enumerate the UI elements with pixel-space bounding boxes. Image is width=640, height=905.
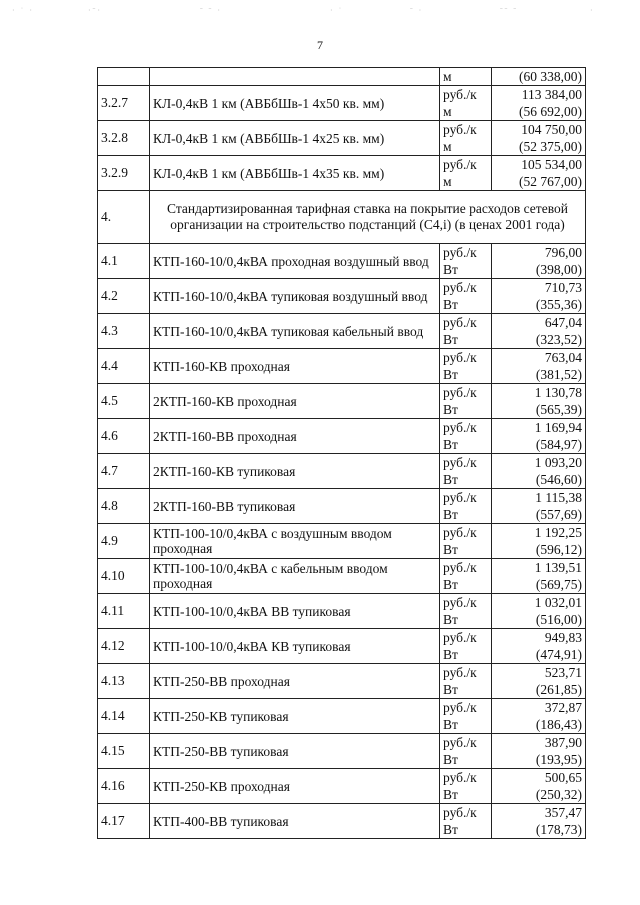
unit-line: руб./к <box>443 315 477 330</box>
unit-line: м <box>443 174 452 189</box>
unit-line: Вт <box>443 437 458 452</box>
value-cell <box>492 734 586 769</box>
unit-line: руб./к <box>443 245 477 260</box>
value-current: 949,83 <box>544 630 582 645</box>
table-row <box>98 156 586 191</box>
item-number: 4.11 <box>98 594 150 629</box>
item-name: КТП-250-КВ тупиковая <box>150 699 440 734</box>
value-2001: (52 375,00) <box>519 139 582 154</box>
unit-cell <box>440 664 492 699</box>
unit-cell <box>440 454 492 489</box>
item-number: 4.8 <box>98 489 150 524</box>
value-2001: (323,52) <box>535 332 582 347</box>
unit-line: Вт <box>443 542 458 557</box>
unit-line: руб./к <box>443 595 477 610</box>
unit-line: Вт <box>443 507 458 522</box>
item-number: 4.2 <box>98 279 150 314</box>
value-2001: (250,32) <box>535 787 582 802</box>
tariff-table-body <box>98 68 586 839</box>
table-row <box>98 664 586 699</box>
item-name: КТП-100-10/0,4кВА ВВ тупиковая <box>150 594 440 629</box>
value-2001: (546,60) <box>535 472 582 487</box>
item-number: 4.1 <box>98 244 150 279</box>
value-current: 105 534,00 <box>521 157 582 172</box>
value-cell <box>492 68 586 86</box>
value-current: 1 169,94 <box>534 420 582 435</box>
unit-cell <box>440 314 492 349</box>
table-row <box>98 629 586 664</box>
unit-line: руб./к <box>443 770 477 785</box>
unit-cell <box>440 734 492 769</box>
unit-cell <box>440 86 492 121</box>
unit-line: руб./к <box>443 420 477 435</box>
unit-line: Вт <box>443 612 458 627</box>
value-cell <box>492 244 586 279</box>
value-cell <box>492 559 586 594</box>
value-current: 500,65 <box>544 770 582 785</box>
unit-line: Вт <box>443 402 458 417</box>
item-number: 4.12 <box>98 629 150 664</box>
item-number <box>98 68 150 86</box>
unit-line: руб./к <box>443 665 477 680</box>
value-cell <box>492 454 586 489</box>
value-current: 1 139,51 <box>534 560 582 575</box>
unit-line: руб./к <box>443 350 477 365</box>
unit-line: руб./к <box>443 157 477 172</box>
unit-cell <box>440 524 492 559</box>
value-current: 372,87 <box>544 700 582 715</box>
item-number: 4.14 <box>98 699 150 734</box>
table-row <box>98 559 586 594</box>
table-row <box>98 384 586 419</box>
item-number: 4.10 <box>98 559 150 594</box>
unit-line: руб./к <box>443 455 477 470</box>
unit-cell <box>440 559 492 594</box>
tariff-table <box>97 67 586 839</box>
item-name: КТП-160-10/0,4кВА тупиковая воздушный ввод <box>150 279 440 314</box>
table-row <box>98 524 586 559</box>
unit-cell <box>440 156 492 191</box>
unit-line: м <box>443 104 452 119</box>
item-name: КТП-400-ВВ тупиковая <box>150 804 440 839</box>
unit-cell <box>440 489 492 524</box>
unit-line: Вт <box>443 297 458 312</box>
value-2001: (596,12) <box>535 542 582 557</box>
value-cell <box>492 86 586 121</box>
item-number: 4.5 <box>98 384 150 419</box>
unit-line: руб./к <box>443 122 477 137</box>
unit-cell <box>440 68 492 86</box>
value-current: 1 115,38 <box>535 490 582 505</box>
unit-line: Вт <box>443 682 458 697</box>
value-cell <box>492 524 586 559</box>
item-name: КЛ-0,4кВ 1 км (АВБбШв-1 4х50 кв. мм) <box>150 86 440 121</box>
value-current: 796,00 <box>544 245 582 260</box>
value-current: 1 192,25 <box>534 525 582 540</box>
value-cell <box>492 384 586 419</box>
item-name <box>150 68 440 86</box>
value-current: 647,04 <box>544 315 582 330</box>
unit-line: Вт <box>443 262 458 277</box>
unit-cell <box>440 384 492 419</box>
item-number: 4.9 <box>98 524 150 559</box>
unit-line: руб./к <box>443 525 477 540</box>
table-row <box>98 769 586 804</box>
item-name: 2КТП-160-КВ проходная <box>150 384 440 419</box>
item-name: КЛ-0,4кВ 1 км (АВБбШв-1 4х25 кв. мм) <box>150 121 440 156</box>
unit-cell <box>440 279 492 314</box>
item-number: 4.7 <box>98 454 150 489</box>
value-cell <box>492 769 586 804</box>
continuation-row <box>98 68 586 86</box>
item-name: КТП-250-ВВ тупиковая <box>150 734 440 769</box>
item-number: 3.2.8 <box>98 121 150 156</box>
value-2001: (565,39) <box>535 402 582 417</box>
value-current: 1 032,01 <box>534 595 582 610</box>
value-2001: (186,43) <box>535 717 582 732</box>
unit-line: руб./к <box>443 560 477 575</box>
unit-line: м <box>443 69 452 84</box>
item-number: 4.17 <box>98 804 150 839</box>
item-name: КТП-250-КВ проходная <box>150 769 440 804</box>
item-name: 2КТП-160-ВВ проходная <box>150 419 440 454</box>
unit-line: руб./к <box>443 280 477 295</box>
value-current: 710,73 <box>544 280 582 295</box>
value-cell <box>492 594 586 629</box>
unit-line: Вт <box>443 332 458 347</box>
item-name: КТП-250-ВВ проходная <box>150 664 440 699</box>
item-number: 4.3 <box>98 314 150 349</box>
value-current: 104 750,00 <box>521 122 582 137</box>
unit-cell <box>440 769 492 804</box>
value-cell <box>492 156 586 191</box>
page-number: 7 <box>317 38 323 52</box>
value-2001: (178,73) <box>535 822 582 837</box>
item-number: 4.13 <box>98 664 150 699</box>
item-number: 3.2.9 <box>98 156 150 191</box>
table-row <box>98 454 586 489</box>
value-cell <box>492 419 586 454</box>
unit-cell <box>440 804 492 839</box>
table-row <box>98 86 586 121</box>
value-cell <box>492 699 586 734</box>
value-current: 357,47 <box>544 805 582 820</box>
table-row <box>98 699 586 734</box>
unit-line: Вт <box>443 647 458 662</box>
unit-line: Вт <box>443 717 458 732</box>
unit-cell <box>440 594 492 629</box>
unit-line: руб./к <box>443 87 477 102</box>
unit-line: руб./к <box>443 385 477 400</box>
item-number: 4.15 <box>98 734 150 769</box>
unit-cell <box>440 699 492 734</box>
unit-line: руб./к <box>443 700 477 715</box>
item-name: КТП-100-10/0,4кВА с воздушным вводом проходная <box>150 524 440 559</box>
value-2001: (193,95) <box>535 752 582 767</box>
value-current: 763,04 <box>544 350 582 365</box>
value-cell <box>492 349 586 384</box>
value-2001: (474,91) <box>535 647 582 662</box>
unit-line: руб./к <box>443 490 477 505</box>
unit-line: Вт <box>443 752 458 767</box>
value-current: 113 384,00 <box>521 87 582 102</box>
value-current: 387,90 <box>544 735 582 750</box>
unit-cell <box>440 121 492 156</box>
item-name: КЛ-0,4кВ 1 км (АВБбШв-1 4х35 кв. мм) <box>150 156 440 191</box>
item-name: КТП-100-10/0,4кВА КВ тупиковая <box>150 629 440 664</box>
table-row <box>98 489 586 524</box>
value-2001: (355,36) <box>535 297 582 312</box>
section-number: 4. <box>98 191 150 244</box>
item-name: 2КТП-160-ВВ тупиковая <box>150 489 440 524</box>
section-title: Стандартизированная тарифная ставка на покрытие расходов сетевой организации на строительство подстанций (С4,i) (в ценах 2001 года) <box>150 191 586 244</box>
unit-line: руб./к <box>443 805 477 820</box>
unit-cell <box>440 349 492 384</box>
item-number: 4.4 <box>98 349 150 384</box>
value-2001: (557,69) <box>535 507 582 522</box>
scan-artifacts: · ˙ · ·ˉ· ˉ ˉ · · ˙ ˉ · ˉˉ ˉ · <box>12 6 595 15</box>
unit-cell <box>440 244 492 279</box>
unit-line: Вт <box>443 822 458 837</box>
item-name: КТП-160-КВ проходная <box>150 349 440 384</box>
item-name: КТП-160-10/0,4кВА проходная воздушный ввод <box>150 244 440 279</box>
item-number: 3.2.7 <box>98 86 150 121</box>
value-cell <box>492 314 586 349</box>
table-row <box>98 244 586 279</box>
unit-line: Вт <box>443 577 458 592</box>
value-2001: (398,00) <box>535 262 582 277</box>
item-number: 4.6 <box>98 419 150 454</box>
unit-cell <box>440 419 492 454</box>
table-row <box>98 121 586 156</box>
unit-cell <box>440 629 492 664</box>
item-name: КТП-100-10/0,4кВА с кабельным вводом проходная <box>150 559 440 594</box>
value-2001: (60 338,00) <box>519 69 582 84</box>
unit-line: Вт <box>443 472 458 487</box>
table-row <box>98 314 586 349</box>
value-cell <box>492 804 586 839</box>
value-cell <box>492 279 586 314</box>
value-2001: (52 767,00) <box>519 174 582 189</box>
unit-line: руб./к <box>443 630 477 645</box>
item-number: 4.16 <box>98 769 150 804</box>
value-2001: (584,97) <box>535 437 582 452</box>
value-2001: (56 692,00) <box>519 104 582 119</box>
value-2001: (569,75) <box>535 577 582 592</box>
table-row <box>98 419 586 454</box>
table-row <box>98 594 586 629</box>
table-row <box>98 349 586 384</box>
value-current: 1 093,20 <box>534 455 582 470</box>
value-cell <box>492 489 586 524</box>
item-name: КТП-160-10/0,4кВА тупиковая кабельный ввод <box>150 314 440 349</box>
value-2001: (381,52) <box>535 367 582 382</box>
table-row <box>98 734 586 769</box>
table-row <box>98 804 586 839</box>
value-cell <box>492 121 586 156</box>
value-current: 1 130,78 <box>534 385 582 400</box>
value-2001: (261,85) <box>535 682 582 697</box>
value-2001: (516,00) <box>535 612 582 627</box>
value-cell <box>492 664 586 699</box>
value-current: 523,71 <box>544 665 582 680</box>
value-cell <box>492 629 586 664</box>
unit-line: руб./к <box>443 735 477 750</box>
unit-line: Вт <box>443 367 458 382</box>
unit-line: Вт <box>443 787 458 802</box>
section-header-row <box>98 191 586 244</box>
table-row <box>98 279 586 314</box>
item-name: 2КТП-160-КВ тупиковая <box>150 454 440 489</box>
unit-line: м <box>443 139 452 154</box>
